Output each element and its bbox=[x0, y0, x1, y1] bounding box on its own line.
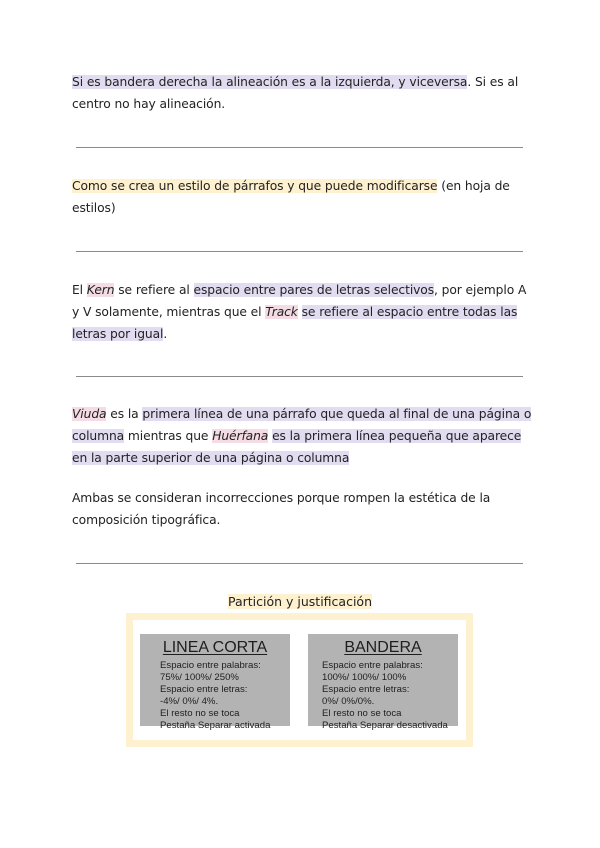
panel-heading: BANDERA bbox=[344, 639, 422, 656]
panel-line: -4%/ 0%/ 4%. bbox=[160, 696, 219, 707]
panel-line: Espacio entre letras: bbox=[160, 684, 248, 695]
text-paragraph-styles-rest: (en hoja de estilos) bbox=[72, 179, 510, 215]
panel-bandera bbox=[308, 634, 458, 731]
term-huerfana: Huérfana bbox=[212, 429, 269, 443]
panel-body bbox=[308, 660, 458, 732]
term-track: Track bbox=[265, 305, 298, 319]
text-alignment-rest: . Si es al centro no hay alineación. bbox=[72, 75, 519, 111]
highlight-paragraph-styles: Como se crea un estilo de párrafos y que puede modificarse bbox=[72, 179, 438, 193]
panel-linea-corta bbox=[140, 634, 290, 731]
paragraph-alignment bbox=[72, 71, 532, 115]
text-segment: es la bbox=[106, 407, 143, 421]
panel-heading: LINEA CORTA bbox=[162, 639, 268, 656]
text-segment: El bbox=[72, 283, 87, 297]
highlight-huerfana-definition: es la primera línea pequeña que aparece en la parte superior de una página o columna bbox=[72, 429, 522, 465]
term-viuda: Viuda bbox=[72, 407, 107, 421]
box-title-text: Partición y justificación bbox=[227, 594, 372, 609]
divider bbox=[76, 563, 523, 564]
box-title bbox=[0, 594, 600, 609]
panel-line: El resto no se toca bbox=[160, 708, 240, 719]
text-segment: , por ejemplo A y V solamente, mientras que el bbox=[72, 283, 527, 319]
divider bbox=[76, 147, 523, 148]
paragraph-paragraph-styles bbox=[72, 175, 532, 219]
highlight-alignment: Si es bandera derecha la alineación es a la izquierda, y viceversa bbox=[72, 75, 468, 89]
text-segment: . bbox=[163, 327, 168, 341]
panel-line: Pestaña Separar desactivada bbox=[322, 720, 448, 731]
term-kern: Kern bbox=[86, 283, 115, 297]
panel-line: El resto no se toca bbox=[322, 708, 402, 719]
paragraph-kern-track bbox=[72, 279, 532, 345]
paragraph-viuda-huerfana bbox=[72, 403, 532, 469]
divider bbox=[76, 251, 523, 252]
panel-line: 100%/ 100%/ 100% bbox=[322, 672, 407, 683]
panel-body bbox=[140, 660, 290, 732]
text-segment: se refiere al bbox=[114, 283, 194, 297]
panel-line: Espacio entre palabras: bbox=[160, 660, 261, 671]
text-segment: mientras que bbox=[124, 429, 213, 443]
text-incorrecciones: Ambas se consideran incorrecciones porque rompen la estética de la composición tipográfica. bbox=[72, 491, 491, 527]
panel-line: Espacio entre palabras: bbox=[322, 660, 423, 671]
panel-line: 0%/ 0%/0%. bbox=[322, 696, 375, 707]
summary-box-inner bbox=[133, 620, 466, 740]
summary-box bbox=[126, 613, 473, 747]
panel-line: Pestaña Separar activada bbox=[160, 720, 271, 731]
panel-line: 75%/ 100%/ 250% bbox=[160, 672, 239, 683]
highlight-track-definition: se refiere al espacio entre todas las letras por igual bbox=[72, 305, 518, 341]
highlight-kern-definition: espacio entre pares de letras selectivos bbox=[193, 283, 435, 297]
divider bbox=[76, 376, 523, 377]
highlight-viuda-definition: primera línea de una párrafo que queda al final de una página o columna bbox=[72, 407, 532, 443]
panel-line: Espacio entre letras: bbox=[322, 684, 410, 695]
paragraph-incorrecciones bbox=[72, 487, 532, 531]
